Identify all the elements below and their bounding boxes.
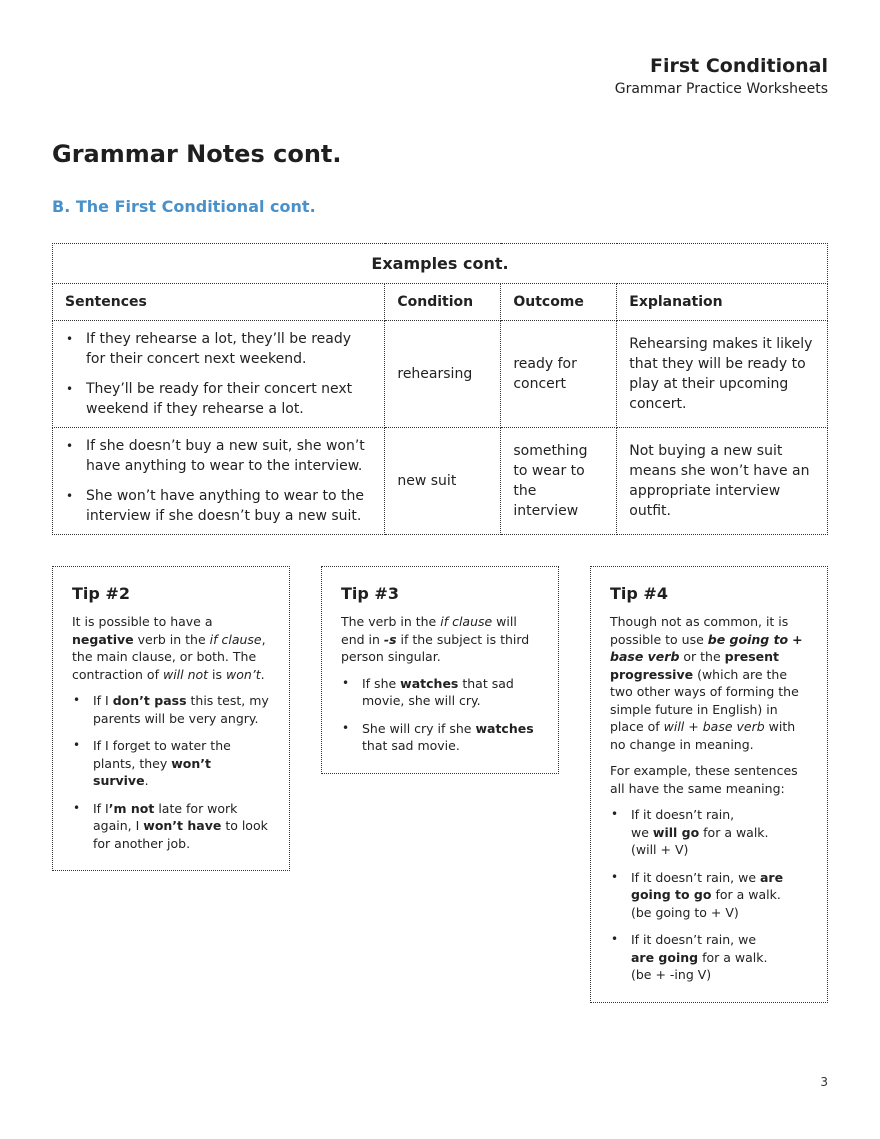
tip-example: • If I don’t pass this test, my parents will be very angry. — [72, 692, 270, 727]
column-header-explanation: Explanation — [617, 284, 828, 321]
tip-title: Tip #4 — [610, 584, 668, 603]
worksheet-title: First Conditional — [649, 55, 828, 77]
table-caption: Examples cont. — [53, 244, 828, 284]
column-header-outcome: Outcome — [501, 284, 617, 321]
column-header-sentences: Sentences — [53, 284, 385, 321]
tip-title: Tip #3 — [341, 584, 399, 603]
tip-example: • If it doesn’t rain, we are going for a walk. (be + -ing V) — [610, 931, 808, 984]
example-sentence: • They’ll be ready for their concert next weekend if they rehearse a lot. — [65, 379, 372, 419]
tip-intro: Though not as common, it is possible to use be going to + base verb or the present progressive (which are the two other ways of forming the simple future in English) in place of will + base verb with no change in meaning. — [610, 614, 803, 752]
page-number: 3 — [820, 1075, 828, 1089]
tip-example: • If it doesn’t rain, we will go for a walk. (will + V) — [610, 806, 808, 859]
tip-box-3 — [321, 566, 559, 774]
page-title: Grammar Notes cont. — [52, 140, 342, 168]
example-sentence: • If they rehearse a lot, they’ll be ready for their concert next weekend. — [65, 329, 372, 369]
explanation-cell: Not buying a new suit means she won’t have an appropriate interview outfit. — [617, 428, 828, 535]
page-header — [615, 54, 828, 99]
explanation-cell: Rehearsing makes it likely that they will be ready to play at their upcoming concert. — [617, 321, 828, 428]
column-header-condition: Condition — [385, 284, 501, 321]
tip-title: Tip #2 — [72, 584, 130, 603]
section-title: B. The First Conditional cont. — [52, 197, 316, 216]
outcome-cell: ready for concert — [501, 321, 617, 428]
tip-intro: The verb in the if clause will end in -s if the subject is third person singular. — [341, 614, 530, 664]
example-sentence: • If she doesn’t buy a new suit, she won’t have anything to wear to the interview. — [65, 436, 372, 476]
tip-intro-followup: For example, these sentences all have the same meaning: — [610, 763, 798, 796]
tip-intro: It is possible to have a negative verb in the if clause, the main clause, or both. The contraction of will not is won’t. — [72, 614, 266, 682]
examples-table — [52, 243, 828, 535]
condition-cell: new suit — [385, 428, 501, 535]
sentences-cell — [53, 428, 385, 535]
outcome-cell: something to wear to the interview — [501, 428, 617, 535]
condition-cell: rehearsing — [385, 321, 501, 428]
tip-box-2 — [52, 566, 290, 871]
tip-example: • If she watches that sad movie, she will cry. — [341, 675, 539, 710]
tip-example: • If it doesn’t rain, we are going to go for a walk. (be going to + V) — [610, 869, 808, 922]
example-sentence: • She won’t have anything to wear to the interview if she doesn’t buy a new suit. — [65, 486, 372, 526]
table-row — [53, 321, 828, 428]
tip-example: • If I forget to water the plants, they won’t survive. — [72, 737, 270, 790]
tip-box-4 — [590, 566, 828, 1003]
sentences-cell — [53, 321, 385, 428]
tip-example: • If I’m not late for work again, I won’t have to look for another job. — [72, 800, 270, 853]
tip-example: • She will cry if she watches that sad movie. — [341, 720, 539, 755]
worksheet-subtitle: Grammar Practice Worksheets — [614, 81, 828, 97]
table-row — [53, 428, 828, 535]
